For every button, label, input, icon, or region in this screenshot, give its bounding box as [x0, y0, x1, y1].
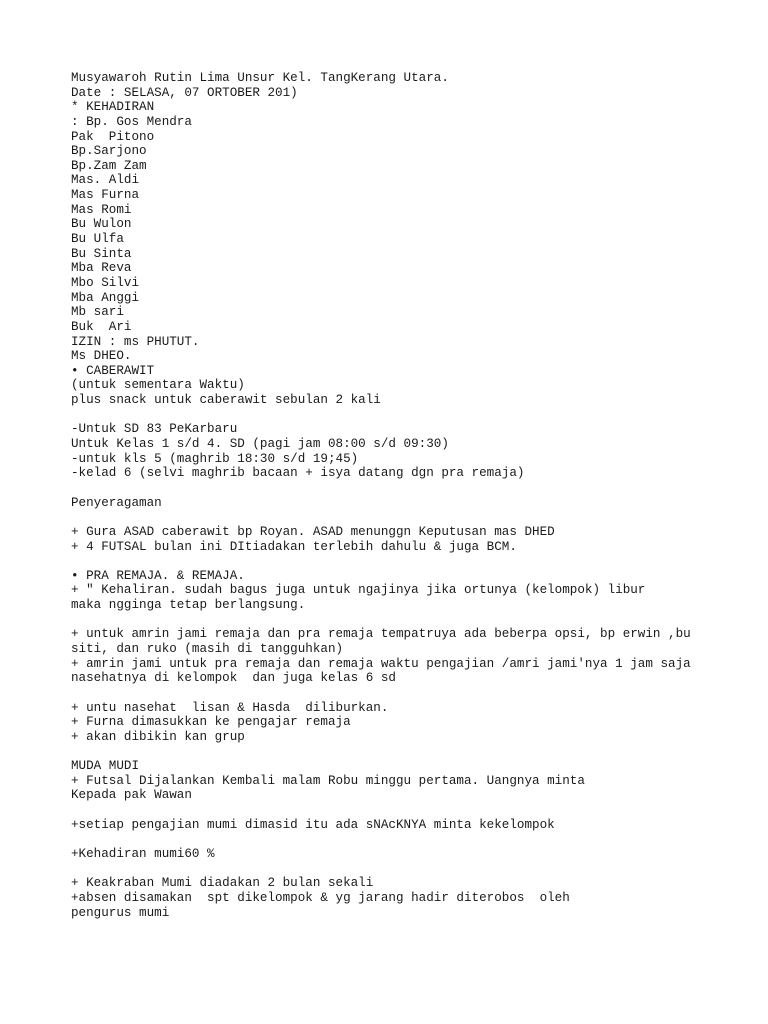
body-line: + 4 FUTSAL bulan ini DItiadakan terlebih dahulu & juga BCM. — [71, 539, 517, 554]
attendee-line: Bu Sinta — [71, 246, 132, 261]
attendee-line: Bp.Zam Zam — [71, 158, 147, 173]
attendee-line: Buk Ari — [71, 319, 132, 334]
body-line: +Kehadiran mumi60 % — [71, 846, 215, 861]
body-line: -untuk kls 5 (maghrib 18:30 s/d 19;45) — [71, 451, 359, 466]
doc-title: Musyawaroh Rutin Lima Unsur Kel. TangKerang Utara. — [71, 71, 449, 85]
doc-date: Date : SELASA, 07 ORTOBER 201) — [71, 85, 298, 100]
attendee-line: : Bp. Gos Mendra — [71, 114, 192, 129]
attendee-line: Mas Furna — [71, 188, 140, 203]
body-line: -Untuk SD 83 PeKarbaru — [71, 422, 238, 437]
body-line: (untuk sementara Waktu) — [71, 378, 245, 393]
body-line: pengurus mumi — [71, 905, 170, 920]
body-line: + untu nasehat lisan & Hasda diliburkan. — [71, 700, 389, 715]
body-line: maka ngginga tetap berlangsung. — [71, 598, 306, 613]
body-line: + Furna dimasukkan ke pengajar remaja — [71, 715, 351, 730]
blank-line — [71, 832, 751, 847]
body-line: + amrin jami untuk pra remaja dan remaja waktu pengajian /amri jami'nya 1 jam saja — [71, 656, 691, 671]
attendee-line: Bu Wulon — [71, 217, 132, 232]
section-heading-muda-mudi: MUDA MUDI — [71, 759, 140, 774]
body-line: + untuk amrin jami remaja dan pra remaja tempatruya ada beberpa opsi, bp erwin ,bu — [71, 627, 691, 642]
blank-line — [71, 510, 751, 525]
body-line: Untuk Kelas 1 s/d 4. SD (pagi jam 08:00 s/d 09:30) — [71, 437, 449, 452]
body-line: siti, dan ruko (masih di tangguhkan) — [71, 641, 344, 656]
section-heading-penyeragaman: Penyeragaman — [71, 495, 162, 510]
body-line: + akan dibikin kan grup — [71, 729, 245, 744]
attendee-line: Mas. Aldi — [71, 173, 140, 188]
body-line: + Futsal Dijalankan Kembali malam Robu minggu pertama. Uangnya minta — [71, 773, 585, 788]
attendee-line: Mas Romi — [71, 202, 132, 217]
body-line: -kelad 6 (selvi maghrib bacaan + isya datang dgn pra remaja) — [71, 466, 525, 481]
body-line: Kepada pak Wawan — [71, 788, 192, 803]
blank-line — [71, 613, 751, 628]
blank-line — [71, 481, 751, 496]
body-line: nasehatnya di kelompok dan juga kelas 6 sd — [71, 671, 396, 686]
attendee-line: Bp.Sarjono — [71, 144, 147, 159]
section-heading-kehadiran: * KEHADIRAN — [71, 100, 155, 115]
body-line: + Keakraban Mumi diadakan 2 bulan sekali — [71, 876, 374, 891]
attendee-line: Mba Reva — [71, 261, 132, 276]
document-page — [71, 71, 751, 920]
body-line: + Gura ASAD caberawit bp Royan. ASAD menunggn Keputusan mas DHED — [71, 524, 555, 539]
blank-line — [71, 862, 751, 877]
izin-line: IZIN : ms PHUTUT. — [71, 334, 200, 349]
blank-line — [71, 744, 751, 759]
attendee-line: Bu Ulfa — [71, 232, 124, 247]
body-line: +setiap pengajian mumi dimasid itu ada sNAcKNYA minta kekelompok — [71, 817, 555, 832]
body-line: +absen disamakan spt dikelompok & yg jarang hadir diterobos oleh — [71, 890, 570, 905]
blank-line — [71, 408, 751, 423]
attendee-line: Mba Anggi — [71, 290, 140, 305]
blank-line — [71, 803, 751, 818]
attendee-line: Mb sari — [71, 305, 124, 320]
body-line: plus snack untuk caberawit sebulan 2 kali — [71, 393, 381, 408]
blank-line — [71, 554, 751, 569]
section-heading-caberawit: • CABERAWIT — [71, 363, 155, 378]
attendee-line: Pak Pitono — [71, 129, 155, 144]
attendee-line: Mbo Silvi — [71, 275, 140, 290]
body-line: + " Kehaliran. sudah bagus juga untuk ngajinya jika ortunya (kelompok) libur — [71, 583, 646, 598]
izin-line: Ms DHEO. — [71, 349, 132, 364]
section-heading-pra-remaja: • PRA REMAJA. & REMAJA. — [71, 568, 245, 583]
blank-line — [71, 686, 751, 701]
